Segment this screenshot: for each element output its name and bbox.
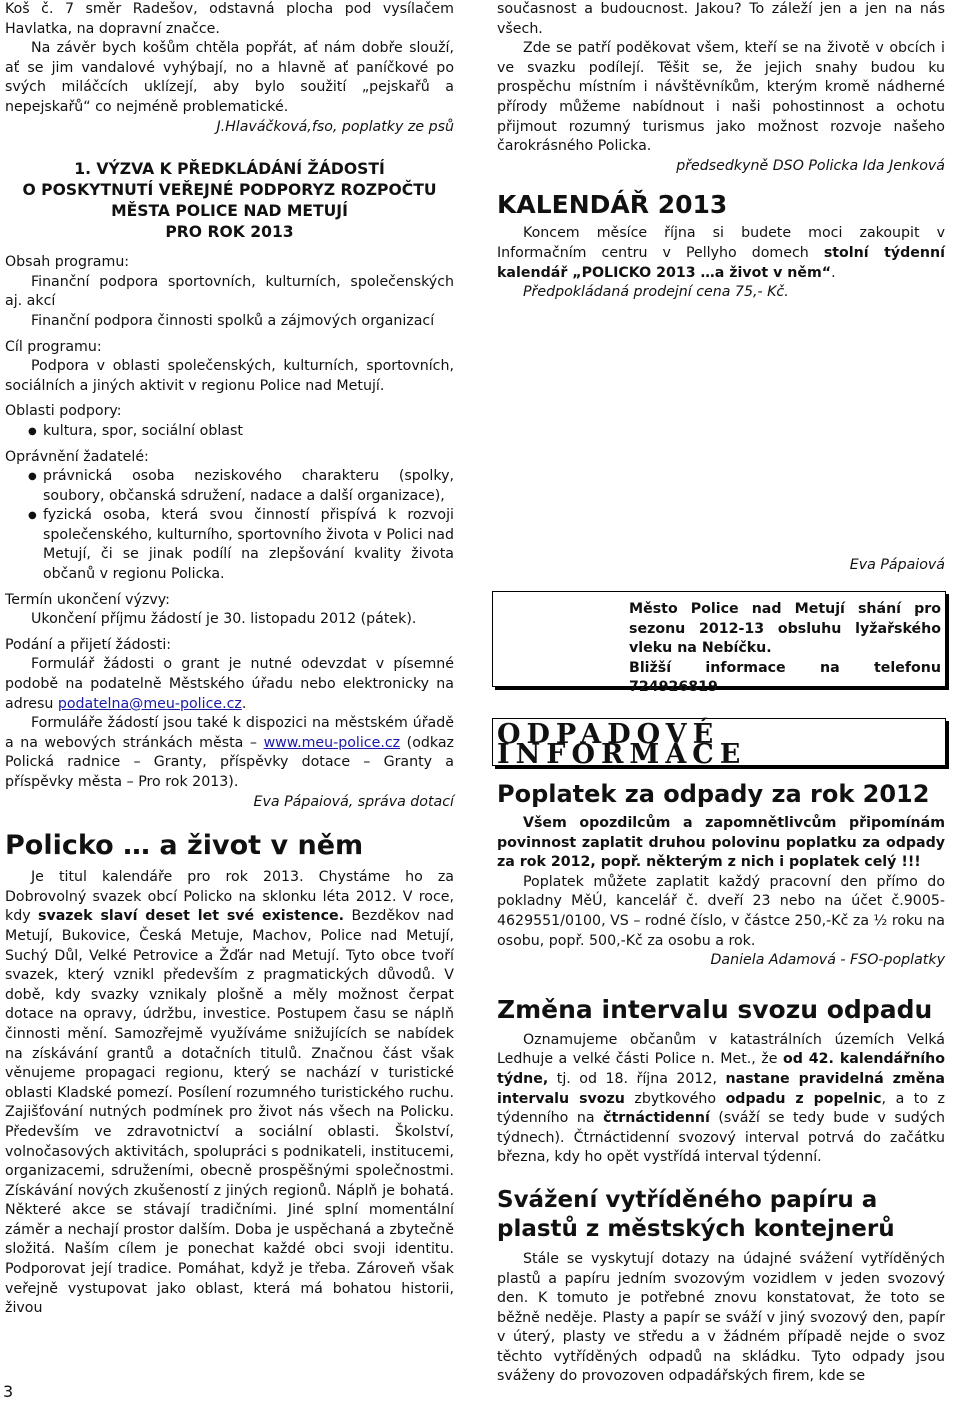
paragraph: Poplatek můžete zaplatit každý pracovní den přímo do pokladny MěÚ, kancelář č. dveří 23 nebo na účet č.9005-4629551/0100, VS – rodné číslo, v částce 250,-Kč za ½ roku na osobu, popř. 500,-Kč za osobu a rok. bbox=[497, 873, 945, 949]
price-note: Předpokládaná prodejní cena 75,- Kč. bbox=[523, 284, 789, 301]
paragraph: Podpora v oblasti společenských, kulturních, sportovních, sociálních a jiných aktivit v regionu Police nad Metují. bbox=[5, 358, 454, 394]
paragraph: Formulář žádosti o grant je nutné odevzdat v písemné podobě na podatelně Městského úřadu nebo elektronicky na adresu podatelna@meu-police.cz. bbox=[5, 656, 454, 712]
paragraph: současnost a budoucnost. Jakou? To záleží jen a jen na nás všech. bbox=[497, 1, 945, 37]
email-link[interactable]: podatelna@meu-police.cz bbox=[57, 695, 242, 712]
signature: předsedkyně DSO Policka Ida Jenková bbox=[676, 157, 945, 174]
eligible-applicants-list bbox=[5, 467, 454, 585]
section-label: Termín ukončení výzvy: bbox=[5, 591, 170, 608]
signature: Eva Pápaiová, správa dotací bbox=[253, 793, 454, 810]
section-label: Oblasti podpory: bbox=[5, 403, 122, 420]
paragraph: Všem opozdilcům a zapomnětlivcům připomínám povinnost zaplatit druhou polovinu poplatku za odpady za rok 2012, popř. některým z nich i poplatek celý !!! bbox=[497, 815, 945, 871]
fee-title: Poplatek za odpady za rok 2012 bbox=[497, 780, 930, 808]
sorting-title: Svážení vytříděného papíru a plastů z městských kontejnerů bbox=[497, 1186, 895, 1242]
heading-line: O POSKYTNUTÍ VEŘEJNÉ PODPORYZ ROZPOČTU bbox=[22, 181, 437, 200]
heading-line: PRO ROK 2013 bbox=[165, 223, 294, 242]
page-number: 3 bbox=[3, 1382, 14, 1401]
article-title: Policko … a život v něm bbox=[5, 830, 364, 862]
paragraph: Stále se vyskytují dotazy na údajné svážení vytříděných plastů a papíru jedním svozovým vozidlem v jeden svozový den. K tomuto je potřebné znovu konstatovat, že toto se běžně neděje. Plasty a papír se sváží v jiný svozový den, papír v úterý, plasty ve středu a v žádném případě nejde o svoz těchto vytříděných odpadů na skládku. Tyto odpady jsou sváženy do provozoven odpadářských firem, kde se bbox=[497, 1250, 945, 1385]
paragraph: Zde se patří poděkovat všem, kteří se na životě v obcích i ve svazku podílejí. Těšit se, že jejich snahy budou ku prospěchu místním i návštěvníkům, kterým kromě nádherné přírody můžeme nabídnout i naši pohostinnost a ochotu přijmout rozumný turismus jako možnost rozvoje našeho čarokrásného Policka. bbox=[497, 40, 945, 155]
section-label: Obsah programu: bbox=[5, 254, 130, 271]
paragraph: Koš č. 7 směr Radešov, odstavná plocha pod vysílačem Havlatka, na dopravní značce. bbox=[5, 1, 454, 37]
grant-call-heading bbox=[5, 159, 454, 243]
waste-section bbox=[497, 770, 945, 1387]
section-label: Podání a přijetí žádosti: bbox=[5, 636, 172, 653]
waste-info-banner: ODPADOVÉ INFORMACE bbox=[492, 718, 946, 766]
right-column bbox=[497, 0, 945, 575]
heading-line: 1. VÝZVA K PŘEDKLÁDÁNÍ ŽÁDOSTÍ bbox=[74, 160, 385, 179]
paragraph: Finanční podpora sportovních, kulturních, společenských aj. akcí bbox=[5, 273, 454, 310]
list-item: ● právnická osoba neziskového charakteru (spolky, soubory, občanská sdružení, nadace a další organizace), bbox=[43, 467, 454, 506]
signature: J.Hlaváčková,fso, poplatky ze psů bbox=[216, 118, 454, 135]
signature: Daniela Adamová - FSO-poplatky bbox=[710, 952, 945, 969]
interval-title: Změna intervalu svozu odpadu bbox=[497, 994, 933, 1024]
left-column bbox=[5, 0, 454, 1319]
section-label: Oprávnění žadatelé: bbox=[5, 448, 149, 465]
ski-lift-notice bbox=[492, 591, 946, 696]
section-label: Cíl programu: bbox=[5, 338, 102, 355]
paragraph: Koncem měsíce října si budete moci zakoupit v Informačním centru v Pellyho domech stolní týdenní kalendář „POLICKO 2013 …a život v něm“. bbox=[497, 225, 945, 281]
paragraph: Oznamujeme občanům v katastrálních územích Velká Ledhuje a velké části Police n. Met., že od 42. kalendářního týdne, tj. od 18. října 2012, nastane pravidelná změna intervalu svozu zbytkového odpadu z popelnic, a to z týdenního na čtrnáctidenní (sváží se tedy bude v sudých týdnech). Čtrnáctidenní svozový interval potrvá do začátku března, kdy ho opět vystřídá interval týdenní. bbox=[497, 1031, 946, 1166]
paragraph: Je titul kalendáře pro rok 2013. Chystáme ho za Dobrovolný svazek obcí Policko na sklonku léta 2012. V roce, kdy svazek slaví deset let své existence. Bezděkov nad Metují, Bukovice, Česká Metuje, Machov, Police nad Metují, Suchý Důl, Velké Petrovice a Žďár nad Metují. Tyto obce tvoří svazek, který vznikl především z pragmatických důvodů. V době, kdy svazky vznikaly plošně a měly možnost čerpat dotace na opravy, údržbu, investice. Postupem času se náplň činnosti mění. Samozřejmě využíváme snižujících se nabídek na získávání grantů a dotačních titulů. Značnou část však věnujeme propagaci regionu, který se nachází v turistické oblasti Kladské pomezí. Posílení rozumného turistického ruchu. Zajišťování nutných podmínek pro život nás všech na Policku. Především ve zdravotnictví a sociální oblasti. Školství, volnočasových aktivitách, spolupráci s podnikateli, institucemi, organizacemi, sdruženími, obecně prospěšnými společnostmi. Získávání nových zkušeností z jiných regionů. Náplň je bohatá. Některé akce se stávají tradičními. Jiné splní momentální záměr a nechají prostor dalším. Doba je uspěchaná a zbytečně složitá. Naším cílem je ponechat každé obci svoji identitu. Podporovat její tradice. Pomáhat, když je třeba. Zároveň však veřejně vystupovat jako oblast, která má bohatou historii, živou bbox=[5, 869, 454, 1317]
paragraph: Formuláře žádostí jsou také k dispozici na městském úřadě a na webových stránkách města – www.meu-police.cz (odkaz Polická radnice – Granty, příspěvky dotace – Granty a příspěvky města – Pro rok 2013). bbox=[5, 715, 454, 790]
paragraph: Ukončení příjmu žádostí je 30. listopadu 2012 (pátek). bbox=[31, 611, 417, 628]
list-item: ● fyzická osoba, která svou činností přispívá k rozvoji společenského, kulturního, sportovního života v Polici nad Metují, či se jinak podílí na zlepšování kvality života občanů v regionu Policka. bbox=[43, 506, 454, 584]
notice-phone: Bližší informace na telefonu 724926819 bbox=[629, 659, 941, 696]
heading-line: MĚSTA POLICE NAD METUJÍ bbox=[111, 202, 348, 221]
signature: Eva Pápaiová bbox=[849, 556, 945, 573]
list-item: ● kultura, spor, sociální oblast bbox=[43, 422, 454, 442]
paragraph: Finanční podpora činnosti spolků a zájmových organizací bbox=[31, 312, 435, 329]
support-areas-list bbox=[5, 422, 454, 442]
web-link[interactable]: www.meu-police.cz bbox=[263, 734, 401, 751]
paragraph: Na závěr bych košům chtěla popřát, ať nám dobře slouží, ať se jim vandalové vyhýbají, no a hlavně ať paníčkové po svých miláčcích uklízejí, aby bylo soužití „pejskařů a nepejskařů“ co nejméně problematické. bbox=[5, 40, 454, 115]
notice-text: Město Police nad Metují shání pro sezonu 2012-13 obsluhu lyžařského vleku na Nebíčku. bbox=[629, 601, 941, 657]
calendar-title: KALENDÁŘ 2013 bbox=[497, 190, 728, 220]
